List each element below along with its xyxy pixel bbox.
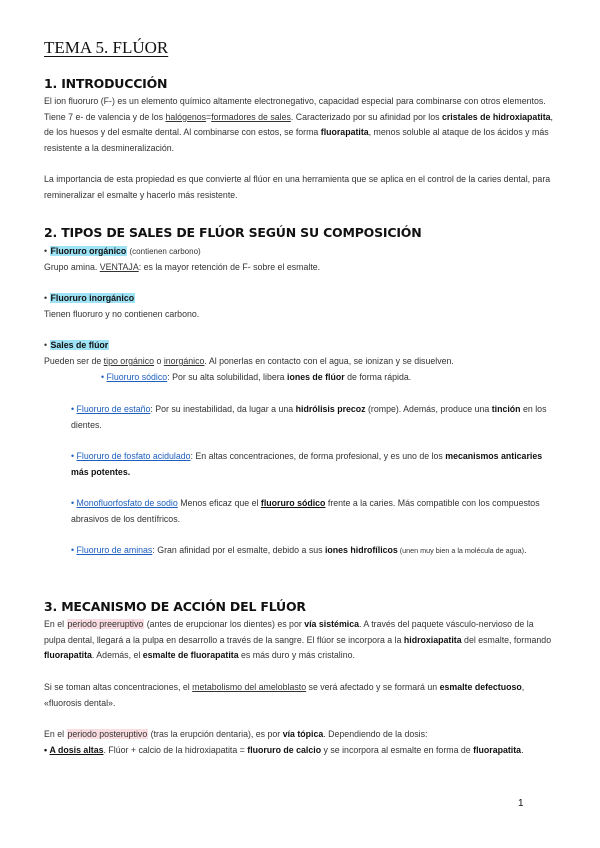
text: se verá afectado y se formará un — [306, 682, 440, 692]
text: del esmalte, formando — [461, 634, 552, 645]
text: . — [521, 745, 524, 755]
text: , de los huesos y del esmalte dental. Al combinarse con estos, se forma — [44, 111, 553, 138]
bullet: • — [44, 745, 48, 755]
highlighted-term: periodo posteruptivo — [67, 729, 148, 739]
bold-term: fluorapatita — [44, 650, 92, 661]
section-3-paragraph-2 — [44, 680, 556, 711]
text: Grupo amina. — [44, 262, 100, 272]
term-link[interactable]: Fluoruro de aminas — [76, 545, 153, 555]
section-1-paragraph-1 — [44, 94, 556, 157]
bold-term: fluorapatita — [320, 127, 369, 138]
section-3-paragraph-1 — [44, 617, 556, 664]
term-link[interactable]: Fluoruro de estaño — [76, 404, 151, 414]
list-item-monofluorfosfato — [71, 496, 557, 527]
text: y se incorpora al esmalte en forma de — [321, 745, 474, 755]
text: (rompe). Además, produce una — [365, 404, 492, 414]
underlined-term: inorgánico — [163, 356, 205, 366]
title-main: TEMA 5 — [44, 38, 104, 57]
text: , menos soluble al ataque de los ácidos y más resistente a la desmineralización. — [44, 127, 549, 154]
bold-term: fluorapatita — [473, 745, 522, 755]
page-title — [44, 38, 168, 58]
text: El ion fluoruro (F-) es un elemento químico altamente electronegativo, capacidad especial para combinarse con otros elementos. Tiene 7 e- de valencia y de los — [44, 96, 546, 122]
text: frente a la caries. Más compatible con los compuestos abrasivos de los dentífricos. — [71, 498, 540, 524]
text: : Gran afinidad por el esmalte, debido a sus — [152, 545, 325, 555]
list-item-fosfato — [71, 449, 557, 480]
text: . Caracterizado por su afinidad por los — [290, 111, 442, 122]
underlined-term: halógenos — [165, 111, 207, 122]
list-item-aminas — [71, 543, 557, 559]
list-item-estano — [71, 402, 557, 433]
bullet: • — [101, 372, 105, 382]
bold-term: iones hidrofílicos — [324, 545, 398, 555]
sales-heading — [44, 338, 556, 354]
text: . Dependiendo de la dosis: — [323, 729, 428, 739]
underlined-term: VENTAJA — [99, 262, 139, 272]
text: : es la mayor retención de F- sobre el esmalte. — [138, 262, 321, 272]
term-link[interactable]: Fluoruro sódico — [106, 372, 168, 382]
text: o — [154, 356, 164, 366]
highlighted-term: Sales de flúor — [50, 340, 109, 350]
section-3-paragraph-4 — [44, 743, 556, 759]
small-note: (unen muy bien a la molécula de agua) — [397, 546, 525, 555]
title-rest: . FLÚOR — [103, 38, 169, 57]
highlighted-term: Fluoruro orgánico — [50, 246, 127, 256]
list-item-sodico — [101, 370, 556, 386]
bullet: • — [71, 451, 75, 461]
bullet: • — [44, 293, 48, 303]
text: es más duro y más cristalino. — [238, 650, 355, 661]
bold-term: fluoruro sódico — [260, 498, 326, 508]
text: . — [524, 545, 527, 555]
bullet: • — [71, 404, 75, 414]
text: en los dientes. — [71, 404, 547, 430]
text: (tras la erupción dentaria), es por — [148, 729, 283, 739]
term-link[interactable]: Monofluorfosfato de sodio — [76, 498, 178, 508]
bold-term: esmalte de fluorapatita — [142, 650, 239, 661]
text: Si se toman altas concentraciones, el — [44, 682, 193, 692]
highlighted-term: Fluoruro inorgánico — [50, 293, 135, 303]
text: . Flúor + calcio de la hidroxiapatita = — [103, 745, 248, 755]
text: . Al ponerlas en contacto con el agua, se ionizan y se disuelven. — [204, 356, 454, 366]
bold-term: vía sistémica — [304, 619, 359, 629]
bullet: • — [44, 246, 48, 256]
text: Menos eficaz que el — [177, 498, 261, 508]
inorganico-heading — [44, 291, 556, 307]
text: Pueden ser de — [44, 356, 104, 366]
underlined-term: metabolismo del ameloblasto — [192, 682, 307, 692]
section-2-heading: 2. TIPOS DE SALES DE FLÚOR SEGÚN SU COMPOSICIÓN — [44, 225, 422, 240]
section-1-paragraph-2: La importancia de esta propiedad es que convierte al flúor en una herramienta que se aplica en el control de la caries dental, para remineralizar el esmalte y hacerlo más resistente. — [44, 174, 551, 200]
text: = — [206, 111, 212, 122]
bold-term: hidrólisis precoz — [295, 404, 366, 414]
bold-term: cristales de hidroxiapatita — [441, 111, 551, 122]
text: En el — [44, 729, 67, 739]
text: de forma rápida. — [344, 372, 412, 382]
organico-line — [44, 260, 556, 276]
text: : En altas concentraciones, de forma profesional, y es uno de los — [190, 451, 446, 461]
bold-term: mecanismos anticaries más potentes. — [71, 451, 543, 477]
note: (contienen carbono) — [127, 247, 201, 256]
page-number: 1 — [518, 798, 524, 809]
bullet: • — [71, 498, 75, 508]
bold-term: A dosis altas — [49, 745, 104, 755]
underlined-term: formadores de sales — [211, 111, 291, 122]
text: : Por su alta solubilidad, libera — [167, 372, 287, 382]
text: . Además, el — [91, 650, 143, 661]
bold-term: fluoruro de calcio — [247, 745, 322, 755]
underlined-term: tipo orgánico — [103, 356, 155, 366]
section-3-heading: 3. MECANISMO DE ACCIÓN DEL FLÚOR — [44, 599, 306, 614]
text: (antes de erupcionar los dientes) es por — [144, 619, 305, 629]
section-3-paragraph-3 — [44, 727, 556, 743]
sales-line — [44, 354, 556, 370]
text: , «fluorosis dental». — [44, 682, 525, 708]
inorganico-line: Tienen fluoruro y no contienen carbono. — [44, 309, 200, 319]
bullet: • — [71, 545, 75, 555]
text: : Por su inestabilidad, da lugar a una — [150, 404, 296, 414]
bold-term: hidroxiapatita — [403, 634, 462, 645]
highlighted-term: periodo preeruptivo — [67, 619, 144, 629]
bold-term: esmalte defectuoso — [439, 682, 522, 692]
bold-term: iones de flúor — [287, 372, 345, 382]
section-1-heading: 1. INTRODUCCIÓN — [44, 76, 168, 91]
organico-heading — [44, 244, 556, 260]
bullet: • — [44, 340, 48, 350]
bold-term: vía tópica — [282, 729, 324, 739]
text: . A través del paquete vásculo-nervioso de la pulpa dental, llegará a la pulpa en desarrollo a través de la sangre. El flúor se incorpora a la — [44, 619, 534, 645]
term-link[interactable]: Fluoruro de fosfato acidulado — [76, 451, 191, 461]
bold-term: tinción — [491, 404, 521, 414]
text: En el — [44, 619, 67, 629]
